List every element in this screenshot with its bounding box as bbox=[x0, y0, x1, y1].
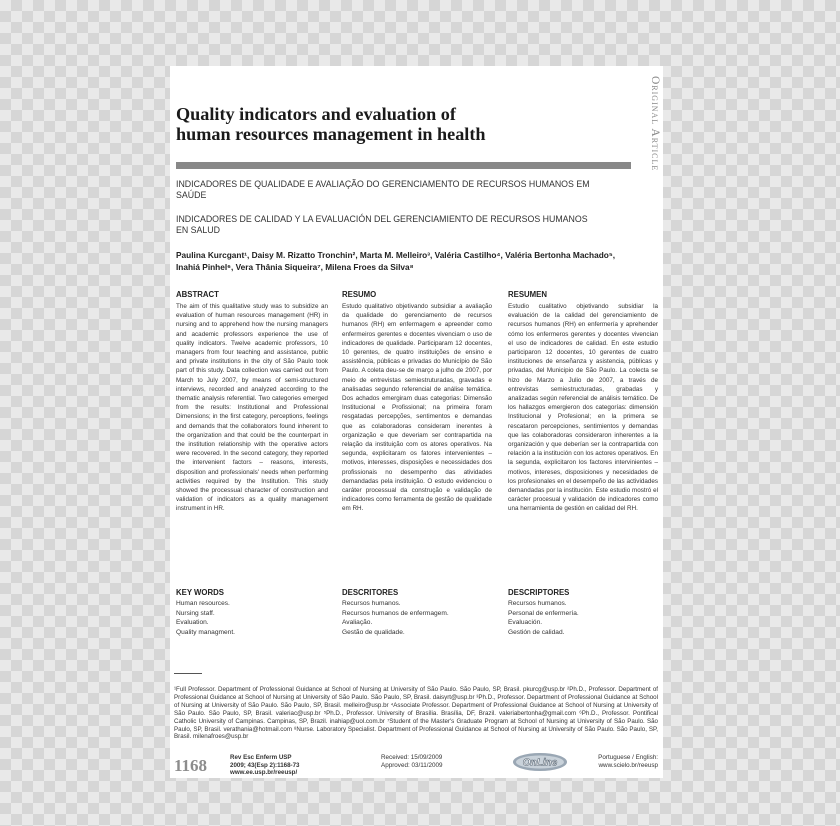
descriptores-heading: DESCRIPTORES bbox=[508, 588, 570, 597]
keywords-heading: KEY WORDS bbox=[176, 588, 224, 597]
article-page bbox=[170, 66, 663, 778]
resumen-heading: RESUMEN bbox=[508, 290, 547, 299]
footnote-rule bbox=[174, 673, 202, 674]
keyword-item: Evaluation. bbox=[176, 619, 209, 626]
journal-volume: 2009; 43(Esp 2):1168-73 bbox=[230, 761, 300, 769]
author-footnotes: ¹Full Professor. Department of Professional Guidance at School of Nursing at University of São Paulo. São Paulo, SP, Brasil. pkurcg@usp.br ²Ph.D., Professor. Department of Professional Guidance at School of Nursing at University of São Paulo. São Paulo, SP, Brasil. daisyrt@usp.br ³Ph.D., Professor. Department of Professional Guidance at School of Nursing at University of São Paulo. São Paulo, SP, Brasil. melleiro@usp.br ⁴Associate Professor. Department of Professional Guidance at School of Nursing at University of São Paulo. São Paulo, SP, Brasil. valeriac@usp.br ⁵Ph.D., Professor. University of Brasília. Brasília, DF, Brazil. valeriabertonha@gmail.com ⁶Ph.D., Professor. Pontifical Catholic University of Campinas. Campinas, SP, Brazil. inahiap@uol.com.br ⁷Student of the Master's Graduate Program at School of Nursing at University of São Paulo. São Paulo, SP, Brasil. verathania@hotmail.com ⁸Nurse. Laboratory Specialist. Department of Professional Guidance at School of Nursing at University of São Paulo. São Paulo, SP, Brasil. milenafroes@usp.br bbox=[174, 686, 658, 741]
keyword-item: Gestión de calidad. bbox=[508, 628, 565, 636]
journal-url[interactable]: www.ee.usp.br/reeusp/ bbox=[230, 769, 298, 777]
keyword-item: Recursos humanos de enfermagem. bbox=[342, 609, 449, 617]
approved-date: Approved: 03/11/2009 bbox=[381, 761, 443, 769]
resumo-column bbox=[342, 290, 492, 514]
section-label: Original Article bbox=[649, 76, 661, 172]
journal-name: Rev Esc Enferm USP bbox=[230, 754, 292, 761]
title-line-1: Quality indicators and evaluation of bbox=[176, 104, 456, 124]
language-info bbox=[592, 754, 658, 769]
page-number: 1168 bbox=[174, 756, 208, 775]
resumo-heading: RESUMO bbox=[342, 290, 377, 299]
descritores-heading: DESCRITORES bbox=[342, 588, 399, 597]
abstract-column bbox=[176, 290, 328, 514]
title-line-2: human resources management in health bbox=[176, 124, 486, 144]
logo-text: OnLine bbox=[522, 757, 558, 769]
scielo-url[interactable]: www.scielo.br/reeusp bbox=[598, 761, 658, 769]
resumen-column bbox=[508, 290, 658, 514]
author-list: Paulina Kurcgant¹, Daisy M. Rizatto Tronchin², Marta M. Melleiro³, Valéria Castilho⁴, Valéria Bertonha Machado⁵, Inahiá Pinhel⁶, Vera Thânia Siqueira⁷, Milena Froes da Silva⁸ bbox=[176, 250, 616, 272]
keyword-item: Personal de enfermería. bbox=[508, 609, 579, 617]
abstract-heading: ABSTRACT bbox=[176, 290, 219, 299]
subtitle-portuguese: INDICADORES DE QUALIDADE E AVALIAÇÃO DO GERENCIAMENTO DE RECURSOS HUMANOS EM SAÚDE bbox=[176, 179, 590, 200]
article-title bbox=[176, 104, 616, 144]
subtitle-spanish: INDICADORES DE CALIDAD Y LA EVALUACIÓN DEL GERENCIAMIENTO DE RECURSOS HUMANOS EN SALUD bbox=[176, 214, 588, 235]
keywords-spanish bbox=[508, 588, 658, 637]
received-date: Received: 15/09/2009 bbox=[381, 754, 443, 761]
keyword-item: Recursos humanos. bbox=[508, 600, 567, 607]
abstract-text: The aim of this qualitative study was to subsidize an evaluation of human resources management (HR) in nursing and to apprehend how the nursing managers and academic professors experience the use of quality indicators. Twelve academic professors, 10 managers from four teaching and assistance, public and private institutions in the city of São Paulo took part of this study. Data collection was carried out from March to July 2007, by means of semi-structured interviews, recorded and analyzed according to the thematic analysis referential. Two categories emerged from the results: Institutional and Professional Dimensions; in the first category, perceptions, feelings and demands that the collaborators found inherent to the organization and that could be the counterpart in the institution relationship with the operative actors were recovered. In the second category, they reported the intervenient factors – reasons, interests, disposition and professionals' needs when performing activities required by the Institution. This study showed the processual character of construction and validation of indicators as a quality management instrument in HR. bbox=[176, 303, 328, 513]
keyword-item: Evaluación. bbox=[508, 619, 543, 626]
journal-citation bbox=[230, 754, 299, 777]
resumen-text: Estudio cualitativo objetivando subsidiar la evaluación de la calidad del gerenciamiento de recursos humanos (RH) en enfermería y aprehender cómo los enfermeros gerentes y docentes vivencian el uso de indicadores de calidad. En este estudio participaron 12 docentes, 10 gerentes de cuatro instituciones de enseñanza y asistencia, públicas y privadas, del Municipio de São Paulo. La colecta se hizo de Marzo a Julio de 2007, a través de entrevistas semiestructuradas, grabadas y analizadas según referencial de análisis temático. De los hallazgos emergieron dos categorías: dimensión Institucional y Profesional; en la primera se rescataron percepciones, sentimientos y demandas que las colaboradoras consideraron inherentes a la organización y que deberían ser la contrapartida con relación a la institución con los actores operativos. En la segunda, explicitaron los factores intervinientes – motivos, intereses, disposiciones y necesidades de los profesionales en el desempeño de las actividades demandadas por la institución. Este estudio mostró el carácter procesual y validación de indicadores como una herramienta de gestión en calidad del RH. bbox=[508, 303, 658, 513]
keywords-portuguese bbox=[342, 588, 492, 637]
online-logo-icon bbox=[512, 752, 568, 772]
keyword-item: Gestão de qualidade. bbox=[342, 628, 405, 636]
keyword-item: Avaliação. bbox=[342, 619, 373, 626]
keyword-item: Human resources. bbox=[176, 600, 230, 607]
keywords-english bbox=[176, 588, 328, 637]
keyword-item: Recursos humanos. bbox=[342, 600, 401, 607]
resumo-text: Estudo qualitativo objetivando subsidiar a avaliação da qualidade do gerenciamento de recursos humanos (RH) em enfermagem e apreender como enfermeiros gerentes e docentes vivenciam o uso de indicadores de qualidade. Participaram 12 docentes, 10 gerentes, de quatro instituições de ensino e assistência, públicas e privadas do Município de São Paulo. A coleta deu-se de março a julho de 2007, por meio de entrevistas semiestruturadas, gravadas e analisadas segundo referencial de análise temática. Dos achados emergiram duas categorias: Dimensão Institucional e Profissional; na primeira foram resgatadas percepções, sentimentos e demandas que as colaboradoras consideram inerentes à organização e que deveriam ser contrapartida na relação da instituição com os atores operativos. Na segunda, explicitaram os fatores intervenientes – motivos, interesses, disposições e necessidades dos profissionais no desempenho das atividades demandadas pela instituição. O estudo evidenciou o caráter processual da construção e validação de indicadores como ferramenta de gestão de qualidade em RH. bbox=[342, 303, 492, 513]
keyword-item: Quality managment. bbox=[176, 628, 236, 636]
title-rule bbox=[176, 162, 631, 169]
keyword-item: Nursing staff. bbox=[176, 609, 215, 617]
language-label: Portuguese / English: bbox=[598, 754, 658, 761]
submission-dates bbox=[381, 754, 443, 769]
